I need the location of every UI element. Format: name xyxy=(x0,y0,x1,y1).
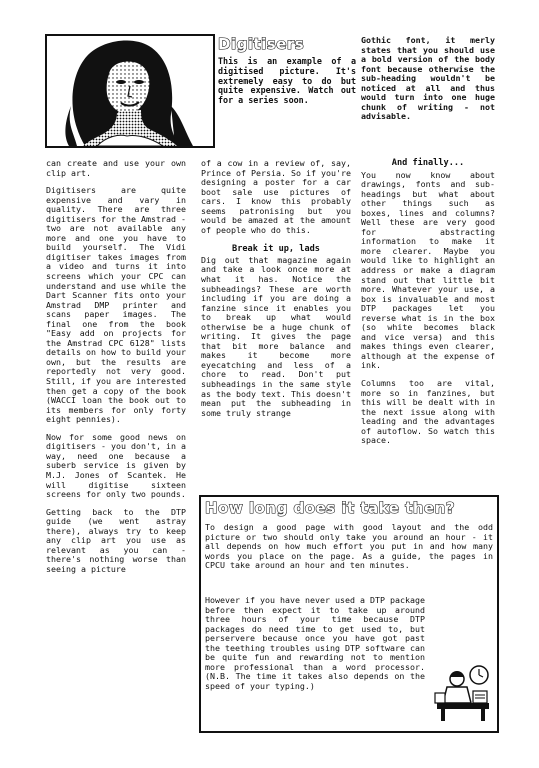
column-1 xyxy=(46,159,186,582)
subheading-and-finally: And finally... xyxy=(391,158,465,168)
paragraph: can create and use your own clip art. xyxy=(46,158,186,178)
portrait-picture xyxy=(47,36,213,146)
column-3 xyxy=(361,159,495,454)
feature-block xyxy=(218,36,356,106)
paragraph: Digitisers are quite expensive and vary in quality. There are three digitisers for the Amstrad - two are not available any more and one you have to build yourself. The Vidi digitiser takes images from a video and turns it into screens which your CPC can understand and use while the Dart Scanner fits onto your Amstrad DMP printer and scans paper images. The final one from the book "Easy add on projects for the Amstrad CPC 6128" lists details on how to build your own, but the results are reportedly not very good. Still, if you are interested then get a copy of the book (WACCI loan the book out to its members for only forty eight pennies). xyxy=(46,185,186,425)
feature-intro: This is an example of a digitised picture. It's extremely easy to do but quite expensive. Watch out for a series soon. xyxy=(218,56,356,106)
feature-title: Digitisers xyxy=(218,35,305,53)
sidebar-box xyxy=(199,495,499,733)
subheading-break-it-up: Break it up, lads xyxy=(232,244,320,255)
sidebar-para-1: To design a good page with good layout and the odd picture or two should only take you around an hour - it all depends on how much effort you put in and how many words you place on the page. As a guide, the pages in CPCU take around an hour and ten minutes. xyxy=(205,522,493,571)
column3-top-text: Gothic font, it merly states that you should use a bold version of the body font because otherwise the sub-heading wouldn't be noticed at all and thus would turn into one huge chunk of writing - not advisable. xyxy=(361,35,495,122)
paragraph: Dig out that magazine again and take a look once more at what it has. Notice the subheadings? These are worth including if you are doing a fanzine since it enables you to break up what would otherwise be a huge chunk of writing. It gives the page that bit more balance and makes it become more eyecatching and less of a chore to read. Don't put subheadings in the same style as the body text. This doesn't mean put the subheading in some truly strange xyxy=(201,254,351,418)
sidebar-para-2: However if you have never used a DTP package before then expect it to take up around three hours of your time because DTP packages do need time to get used to, but perservere because once you have got past the teething troubles using DTP software can be quite fun and rewarding not to mention more professional than a word processor. (N.B. The time it takes also depends on the speed of your typing.) xyxy=(205,595,425,691)
paragraph: You now know about drawings, fonts and sub-headings but what about other things such as boxes, lines and columns? Well these are very good for abstracting information to make it more clearer. Maybe you would like to highlight an address or make a diagram stand out that little bit more. Whatever your use, a box is invaluable and most DTP packages let you reverse what is in the box (so white becomes black and vice versa) and this makes things even clearer, although at the expense of ink. xyxy=(361,169,495,371)
paragraph: of a cow in a review of, say, Prince of Persia. So if you're designing a poster for a car boot sale use pictures of cars. I know this probably seems patronising but you would be amazed at the amount of people who do this. xyxy=(201,158,351,235)
column-2 xyxy=(201,159,351,426)
sidebar-title: How long does it take then? xyxy=(205,499,456,517)
paragraph: Getting back to the DTP guide (we went astray there), always try to keep any clip art you use as relevant as you can - there's nothing worse than seeing a picture xyxy=(46,506,186,574)
digitised-portrait-image xyxy=(45,34,215,148)
paragraph: Now for some good news on digitisers - you don't, in a way, need one because a suberb service is given by M.J. Jones of Scantek. He will digitise sixteen screens for only two pounds. xyxy=(46,431,186,500)
paragraph: Columns too are vital, more so in fanzines, but this will be dealt with in the next issue along with leading and the advantages of autoflow. So watch this space. xyxy=(361,378,495,446)
office-worker-clipart xyxy=(433,663,493,723)
